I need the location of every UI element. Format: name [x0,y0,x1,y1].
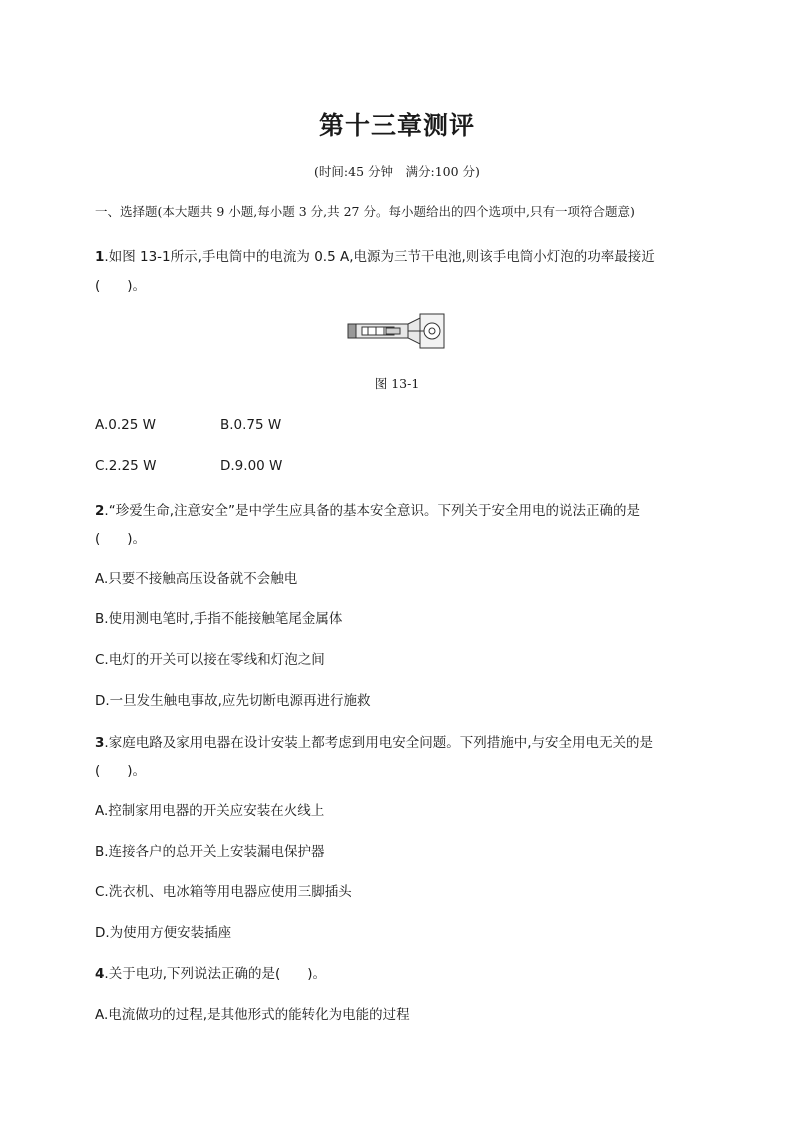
question-4-text: .关于电功,下列说法正确的是( )。 [104,966,327,982]
flashlight-icon [348,314,444,348]
option-a: A.电流做功的过程,是其他形式的能转化为电能的过程 [95,1007,410,1023]
question-3-answer-paren: ( )。 [95,763,147,779]
option-c: C.洗衣机、电冰箱等用电器应使用三脚插头 [95,884,352,900]
question-3-number: 3 [95,735,105,751]
option-b: B.使用测电笔时,手指不能接触笔尾金属体 [95,611,343,627]
question-1-text: .如图 13-1所示,手电筒中的电流为 0.5 A,电源为三节干电池,则该手电筒小灯泡的功率最接近 [104,249,655,265]
question-1-stem [95,245,655,265]
option-b: B.连接各户的总开关上安装漏电保护器 [95,844,325,860]
question-2-text: .“珍爱生命,注意安全”是中学生应具备的基本安全意识。下列关于安全用电的说法正确的是 [104,503,640,519]
exam-meta: (时间:45 分钟 满分:100 分) [314,164,480,179]
question-4-number: 4 [95,966,105,982]
option-a: A.控制家用电器的开关应安装在火线上 [95,803,325,819]
page-title: 第十三章测评 [318,111,475,140]
question-2-answer-paren: ( )。 [95,531,147,547]
figure-caption: 图 13-1 [374,376,420,391]
question-2-number: 2 [95,503,105,519]
question-2-stem [95,499,640,519]
section-heading: 一、选择题(本大题共 9 小题,每小题 3 分,共 27 分。每小题给出的四个选项中,只有一项符合题意) [95,204,635,219]
option-d: D.一旦发生触电事故,应先切断电源再进行施救 [95,693,371,709]
option-c: C.电灯的开关可以接在零线和灯泡之间 [95,652,325,668]
option-b: B.0.75 W [220,417,282,433]
question-3-stem [95,731,653,751]
question-1-number: 1 [95,249,105,265]
option-a: A.只要不接触高压设备就不会触电 [95,571,298,587]
option-d: D.9.00 W [220,458,283,474]
option-a: A.0.25 W [95,417,156,433]
option-d: D.为使用方便安装插座 [95,925,232,941]
question-1-answer-paren: ( )。 [95,278,147,294]
question-4-stem [95,962,326,982]
question-3-text: .家庭电路及家用电器在设计安装上都考虑到用电安全问题。下列措施中,与安全用电无关的是 [104,735,653,751]
flashlight-figure [346,312,448,350]
option-c: C.2.25 W [95,458,157,474]
